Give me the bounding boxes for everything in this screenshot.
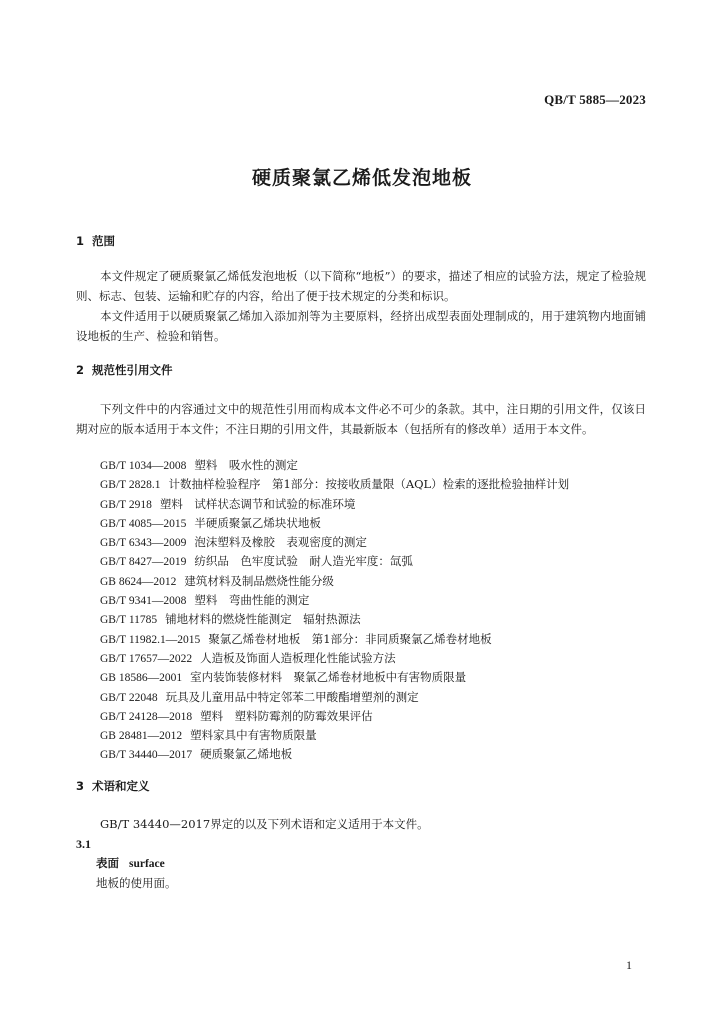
reference-name: 计数抽样检验程序 第1部分：按接收质量限（AQL）检索的逐批检验抽样计划 xyxy=(168,477,570,492)
reference-code: GB/T 2828.1 xyxy=(100,479,161,492)
section-title: 术语和定义 xyxy=(92,779,150,793)
reference-item xyxy=(100,514,569,533)
section-3-heading xyxy=(76,778,150,794)
term-name: 表面 xyxy=(96,856,119,870)
page-number: 1 xyxy=(626,958,632,972)
reference-code: GB 18586—2001 xyxy=(100,672,183,685)
reference-item xyxy=(100,552,569,571)
reference-code: GB/T 22048 xyxy=(100,691,158,704)
reference-list xyxy=(100,456,569,765)
reference-code: GB 8624—2012 xyxy=(100,575,177,588)
reference-item xyxy=(100,707,569,726)
reference-name: 硬质聚氯乙烯地板 xyxy=(200,747,293,762)
scope-paragraph-1: 本文件规定了硬质聚氯乙烯低发泡地板（以下简称“地板”）的要求，描述了相应的试验方法，规定了检验规则、标志、包装、运输和贮存的内容，给出了便于技术规定的分类和标识。 xyxy=(76,269,646,303)
reference-item xyxy=(100,475,569,494)
reference-code: GB/T 6343—2009 xyxy=(100,537,187,550)
reference-code: GB/T 1034—2008 xyxy=(100,460,187,472)
terms-intro: GB/T 34440—2017界定的以及下列术语和定义适用于本文件。 xyxy=(100,817,429,831)
scope-paragraph-2: 本文件适用于以硬质聚氯乙烯加入添加剂等为主要原料，经挤出成型表面处理制成的，用于建筑物内地面铺设地板的生产、检验和销售。 xyxy=(76,309,646,343)
section-title: 范围 xyxy=(92,234,115,248)
reference-item xyxy=(100,572,569,591)
term-definition: 地板的使用面。 xyxy=(96,876,177,890)
reference-name: 塑料 试样状态调节和试验的标准环境 xyxy=(159,496,356,511)
reference-name: 塑料 吸水性的测定 xyxy=(194,458,298,472)
section-number: 3 xyxy=(76,779,85,793)
reference-item xyxy=(100,745,569,764)
section-number: 2 xyxy=(76,363,85,377)
section-1-heading xyxy=(76,233,115,249)
reference-item xyxy=(100,630,569,649)
reference-code: GB/T 9341—2008 xyxy=(100,595,187,608)
reference-name: 铺地材料的燃烧性能测定 辐射热源法 xyxy=(165,612,361,627)
reference-item xyxy=(100,456,569,475)
section-number: 1 xyxy=(76,234,85,248)
reference-code: GB/T 11785 xyxy=(100,614,158,627)
reference-code: GB/T 24128—2018 xyxy=(100,710,193,723)
section-2-heading xyxy=(76,362,173,378)
reference-code: GB/T 2918 xyxy=(100,498,152,511)
reference-name: 塑料 塑料防霉剂的防霉效果评估 xyxy=(200,708,373,723)
section-title: 规范性引用文件 xyxy=(92,363,173,377)
reference-name: 人造板及饰面人造板理化性能试验方法 xyxy=(200,650,396,665)
reference-name: 玩具及儿童用品中特定邻苯二甲酸酯增塑剂的测定 xyxy=(165,689,419,704)
term-heading xyxy=(96,855,165,871)
reference-item xyxy=(100,668,569,687)
term-english: surface xyxy=(129,858,165,870)
reference-name: 聚氯乙烯卷材地板 第1部分：非同质聚氯乙烯卷材地板 xyxy=(208,631,492,646)
reference-name: 建筑材料及制品燃烧性能分级 xyxy=(184,573,334,588)
reference-item xyxy=(100,610,569,629)
reference-item xyxy=(100,495,569,514)
reference-code: GB/T 34440—2017 xyxy=(100,749,193,762)
reference-name: 纺织品 色牢度试验 耐人造光牢度：氙弧 xyxy=(194,554,413,569)
reference-code: GB/T 4085—2015 xyxy=(100,517,187,530)
reference-code: GB 28481—2012 xyxy=(100,730,183,743)
reference-name: 塑料家具中有害物质限量 xyxy=(190,728,317,743)
standard-code: QB/T 5885—2023 xyxy=(544,92,646,107)
reference-item xyxy=(100,688,569,707)
reference-code: GB/T 8427—2019 xyxy=(100,556,187,569)
term-number: 3.1 xyxy=(76,837,91,851)
reference-code: GB/T 17657—2022 xyxy=(100,652,193,665)
reference-code: GB/T 11982.1—2015 xyxy=(100,633,201,646)
reference-item xyxy=(100,533,569,552)
reference-item xyxy=(100,726,569,745)
reference-item xyxy=(100,649,569,668)
document-title: 硬质聚氯乙烯低发泡地板 xyxy=(251,167,472,189)
reference-name: 塑料 弯曲性能的测定 xyxy=(194,593,310,608)
references-intro: 下列文件中的内容通过文中的规范性引用而构成本文件必不可少的条款。其中，注日期的引用文件，仅该日期对应的版本适用于本文件；不注日期的引用文件，其最新版本（包括所有的修改单）适用于本文件。 xyxy=(76,402,646,436)
reference-name: 半硬质聚氯乙烯块状地板 xyxy=(194,515,321,530)
reference-name: 泡沫塑料及橡胶 表观密度的测定 xyxy=(194,535,367,550)
reference-item xyxy=(100,591,569,610)
reference-name: 室内装饰装修材料 聚氯乙烯卷材地板中有害物质限量 xyxy=(190,670,467,685)
